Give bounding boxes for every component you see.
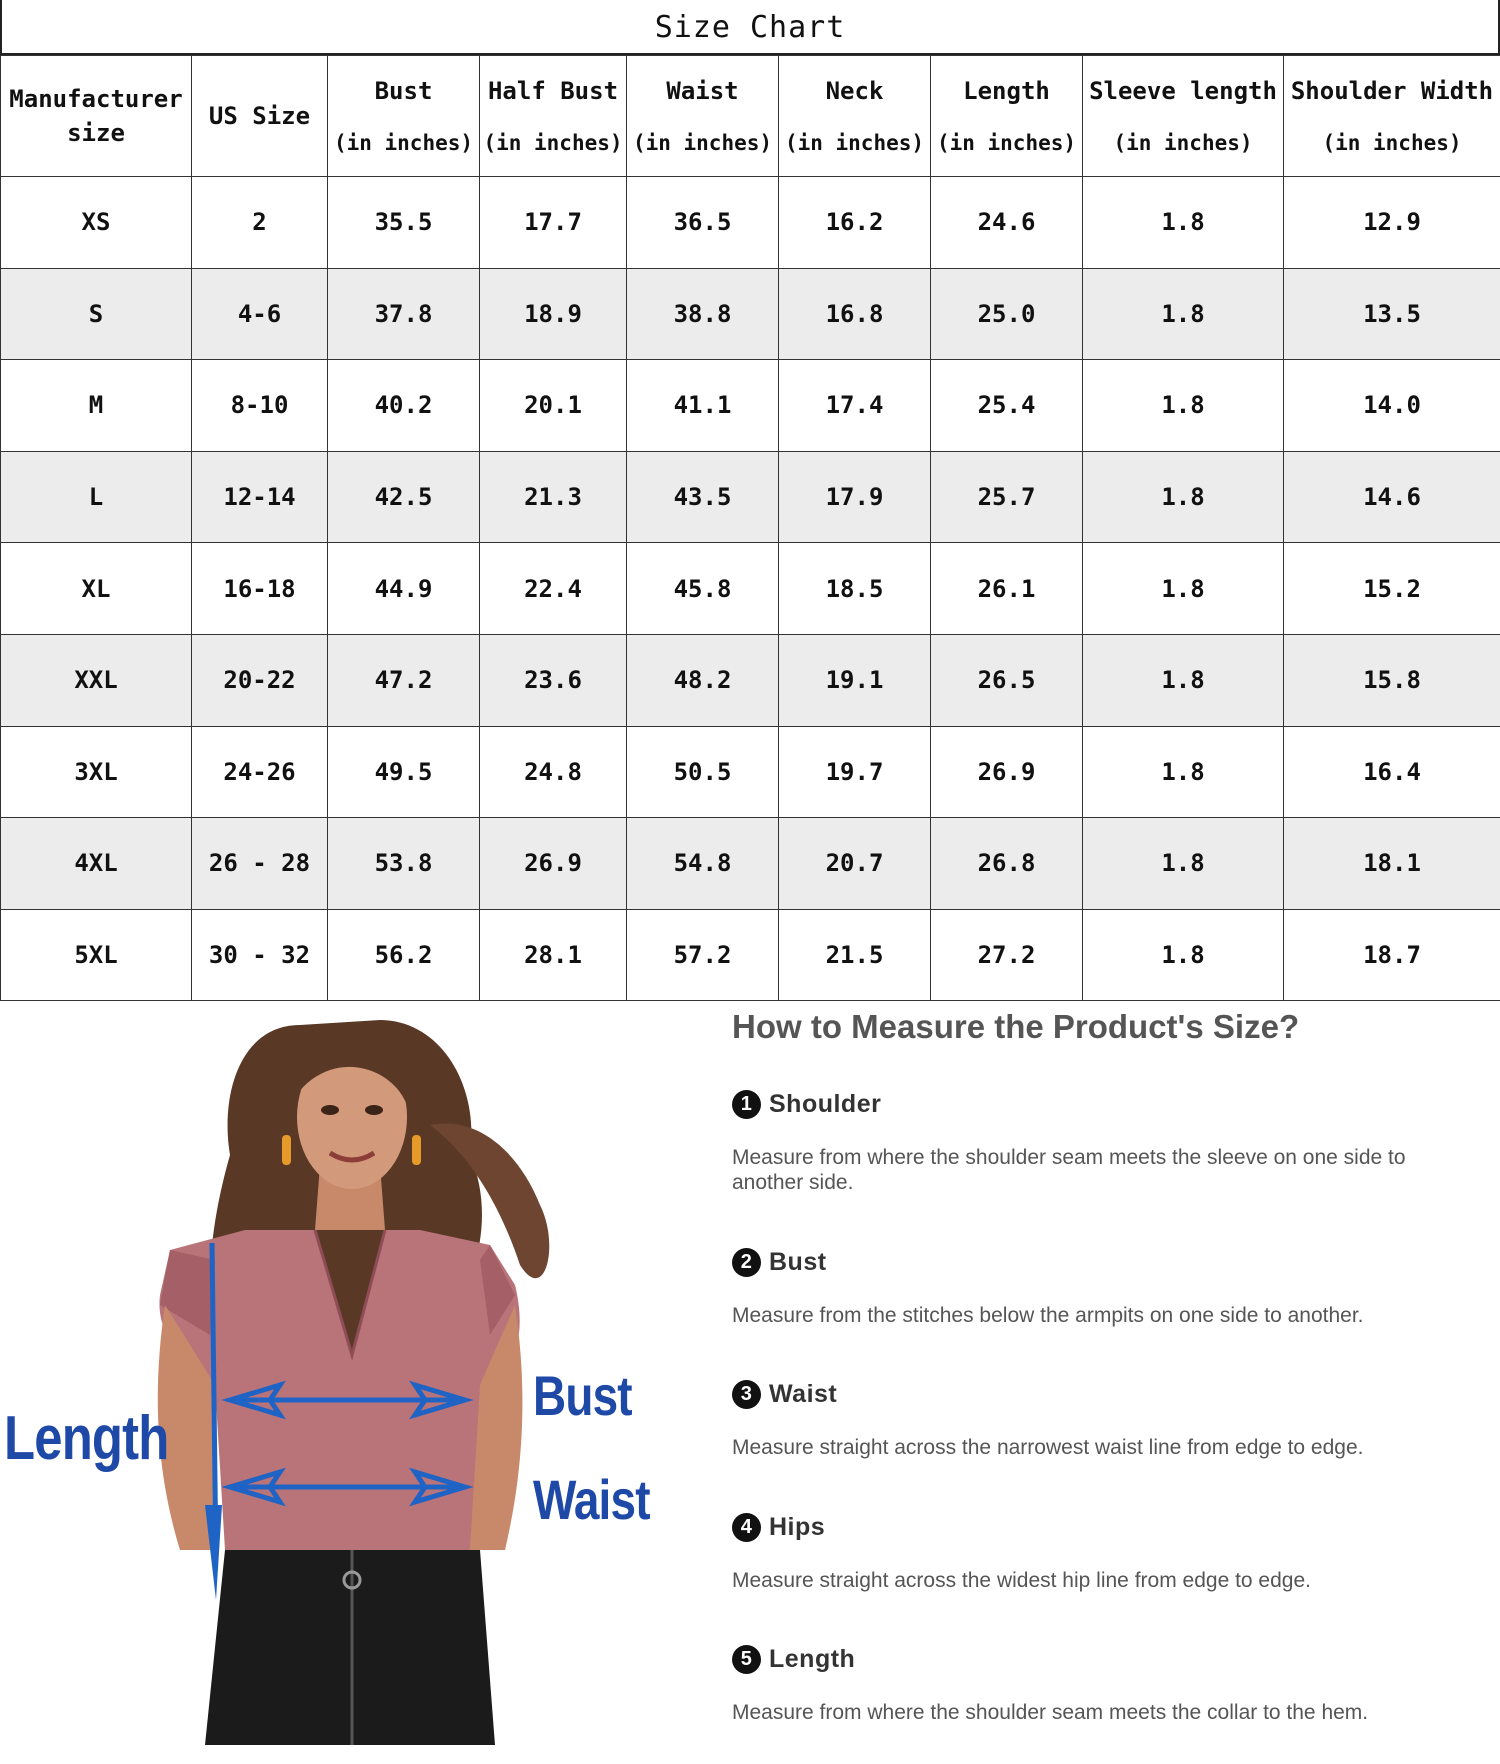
header-manufacturer-size [1, 56, 192, 177]
table-row [1, 634, 1500, 726]
step-number-badge: 4 [732, 1513, 761, 1542]
step-title: Shoulder [769, 1090, 882, 1118]
step-title: Waist [769, 1380, 838, 1408]
table-cell: 41.1 [627, 360, 779, 452]
header-unit: (in inches) [1113, 131, 1253, 155]
table-cell: XL [1, 543, 192, 635]
guide-step-bust [732, 1248, 1452, 1328]
table-row [1, 451, 1500, 543]
step-number-badge: 5 [732, 1645, 761, 1674]
table-cell: 5XL [1, 909, 192, 1001]
table-cell: 16.2 [779, 177, 931, 269]
table-row [1, 268, 1500, 360]
table-cell: 20-22 [192, 634, 328, 726]
table-cell: 26 - 28 [192, 818, 328, 910]
table-cell: 1.8 [1083, 177, 1284, 269]
table-cell: 1.8 [1083, 909, 1284, 1001]
step-description: Measure from where the shoulder seam meets the collar to the hem. [732, 1701, 1369, 1724]
table-cell: 1.8 [1083, 726, 1284, 818]
header-row [1, 56, 1500, 177]
table-row [1, 543, 1500, 635]
header-bust [328, 56, 480, 177]
header-unit: (in inches) [333, 131, 474, 155]
guide-step-shoulder [732, 1090, 1452, 1195]
header-waist [627, 56, 779, 177]
table-cell: 4-6 [192, 268, 328, 360]
table-cell: 1.8 [1083, 818, 1284, 910]
header-neck [779, 56, 931, 177]
table-cell: M [1, 360, 192, 452]
table-cell: 25.7 [931, 451, 1083, 543]
header-us-size [192, 56, 328, 177]
header-label: Length [963, 77, 1050, 105]
table-cell: 56.2 [328, 909, 480, 1001]
header-shoulder-width [1284, 56, 1500, 177]
table-cell: 1.8 [1083, 543, 1284, 635]
guide-step-waist [732, 1380, 1452, 1460]
step-title: Bust [769, 1248, 827, 1276]
step-title: Hips [769, 1513, 826, 1541]
bust-label: Bust [533, 1364, 632, 1427]
table-cell: 24.8 [480, 726, 627, 818]
table-cell: 1.8 [1083, 360, 1284, 452]
table-cell: 49.5 [328, 726, 480, 818]
header-label: Half Bust [487, 77, 619, 105]
table-cell: 44.9 [328, 543, 480, 635]
header-label: Bust [374, 77, 433, 105]
table-cell: 23.6 [480, 634, 627, 726]
step-number-badge: 3 [732, 1380, 761, 1409]
table-cell: 26.5 [931, 634, 1083, 726]
table-cell: 15.2 [1284, 543, 1500, 635]
table-cell: 50.5 [627, 726, 779, 818]
step-title: Length [769, 1645, 856, 1673]
table-cell: 18.1 [1284, 818, 1500, 910]
step-description: Measure straight across the widest hip line from edge to edge. [732, 1569, 1311, 1592]
table-cell: 26.1 [931, 543, 1083, 635]
table-cell: 35.5 [328, 177, 480, 269]
step-description: Measure from the stitches below the armpits on one side to another. [732, 1304, 1364, 1327]
table-cell: 20.1 [480, 360, 627, 452]
table-cell: 1.8 [1083, 634, 1284, 726]
size-table [0, 55, 1500, 1001]
table-cell: 21.5 [779, 909, 931, 1001]
header-sleeve-length [1083, 56, 1284, 177]
table-cell: 8-10 [192, 360, 328, 452]
table-row [1, 177, 1500, 269]
table-cell: 16.8 [779, 268, 931, 360]
table-cell: 47.2 [328, 634, 480, 726]
guide-step-hips [732, 1513, 1452, 1593]
table-cell: 53.8 [328, 818, 480, 910]
table-cell: 4XL [1, 818, 192, 910]
length-arrow-head [205, 1505, 222, 1600]
table-cell: 21.3 [480, 451, 627, 543]
table-row [1, 726, 1500, 818]
size-table-body [1, 177, 1500, 1001]
table-cell: 16.4 [1284, 726, 1500, 818]
header-unit: (in inches) [784, 131, 925, 155]
step-description: Measure from where the shoulder seam meets the sleeve on one side to another side. [732, 1146, 1406, 1194]
table-cell: 17.4 [779, 360, 931, 452]
header-unit: (in inches) [483, 131, 623, 155]
table-cell: 48.2 [627, 634, 779, 726]
table-cell: 18.9 [480, 268, 627, 360]
table-cell: 14.0 [1284, 360, 1500, 452]
table-cell: 25.0 [931, 268, 1083, 360]
guide-title: How to Measure the Product's Size? [732, 1008, 1300, 1045]
table-cell: 42.5 [328, 451, 480, 543]
header-label: Shoulder Width [1290, 77, 1494, 105]
table-cell: 26.8 [931, 818, 1083, 910]
table-cell: 14.6 [1284, 451, 1500, 543]
table-cell: 22.4 [480, 543, 627, 635]
table-cell: 38.8 [627, 268, 779, 360]
step-description: Measure straight across the narrowest waist line from edge to edge. [732, 1436, 1364, 1459]
header-half-bust [480, 56, 627, 177]
header-unit: (in inches) [632, 131, 773, 155]
table-row [1, 360, 1500, 452]
table-cell: 2 [192, 177, 328, 269]
header-length [931, 56, 1083, 177]
table-cell: 43.5 [627, 451, 779, 543]
table-cell: 12-14 [192, 451, 328, 543]
header-label: Neck [825, 77, 884, 105]
table-cell: 25.4 [931, 360, 1083, 452]
guide-step-length [732, 1645, 1452, 1725]
table-cell: 36.5 [627, 177, 779, 269]
table-cell: 26.9 [931, 726, 1083, 818]
header-label: Manufacturer size [9, 85, 183, 147]
table-cell: 13.5 [1284, 268, 1500, 360]
table-cell: 37.8 [328, 268, 480, 360]
table-cell: 27.2 [931, 909, 1083, 1001]
table-cell: 30 - 32 [192, 909, 328, 1001]
waist-label: Waist [533, 1468, 650, 1531]
skirt-shape [205, 1550, 495, 1745]
table-cell: 18.5 [779, 543, 931, 635]
table-cell: 45.8 [627, 543, 779, 635]
table-row [1, 818, 1500, 910]
table-cell: 24.6 [931, 177, 1083, 269]
step-number-badge: 2 [732, 1248, 761, 1277]
step-number-badge: 1 [732, 1090, 761, 1119]
table-cell: 19.7 [779, 726, 931, 818]
table-cell: 28.1 [480, 909, 627, 1001]
header-label: Sleeve length [1089, 77, 1277, 105]
table-cell: 1.8 [1083, 451, 1284, 543]
table-cell: 16-18 [192, 543, 328, 635]
measurement-figure [0, 1005, 700, 1745]
header-unit: (in inches) [936, 131, 1077, 155]
table-cell: 15.8 [1284, 634, 1500, 726]
table-cell: 40.2 [328, 360, 480, 452]
table-cell: 17.9 [779, 451, 931, 543]
header-label: Waist [666, 77, 739, 105]
chart-title: Size Chart [0, 0, 1500, 55]
table-cell: 17.7 [480, 177, 627, 269]
table-cell: 20.7 [779, 818, 931, 910]
header-unit: (in inches) [1322, 131, 1462, 155]
table-cell: L [1, 451, 192, 543]
table-cell: 12.9 [1284, 177, 1500, 269]
table-cell: 3XL [1, 726, 192, 818]
table-cell: XXL [1, 634, 192, 726]
table-row [1, 909, 1500, 1001]
table-cell: XS [1, 177, 192, 269]
table-cell: 26.9 [480, 818, 627, 910]
table-cell: 24-26 [192, 726, 328, 818]
table-cell: 1.8 [1083, 268, 1284, 360]
table-cell: 19.1 [779, 634, 931, 726]
length-label: Length [4, 1404, 169, 1473]
table-cell: 57.2 [627, 909, 779, 1001]
header-label: US Size [208, 102, 311, 130]
table-cell: 54.8 [627, 818, 779, 910]
table-cell: 18.7 [1284, 909, 1500, 1001]
table-cell: S [1, 268, 192, 360]
